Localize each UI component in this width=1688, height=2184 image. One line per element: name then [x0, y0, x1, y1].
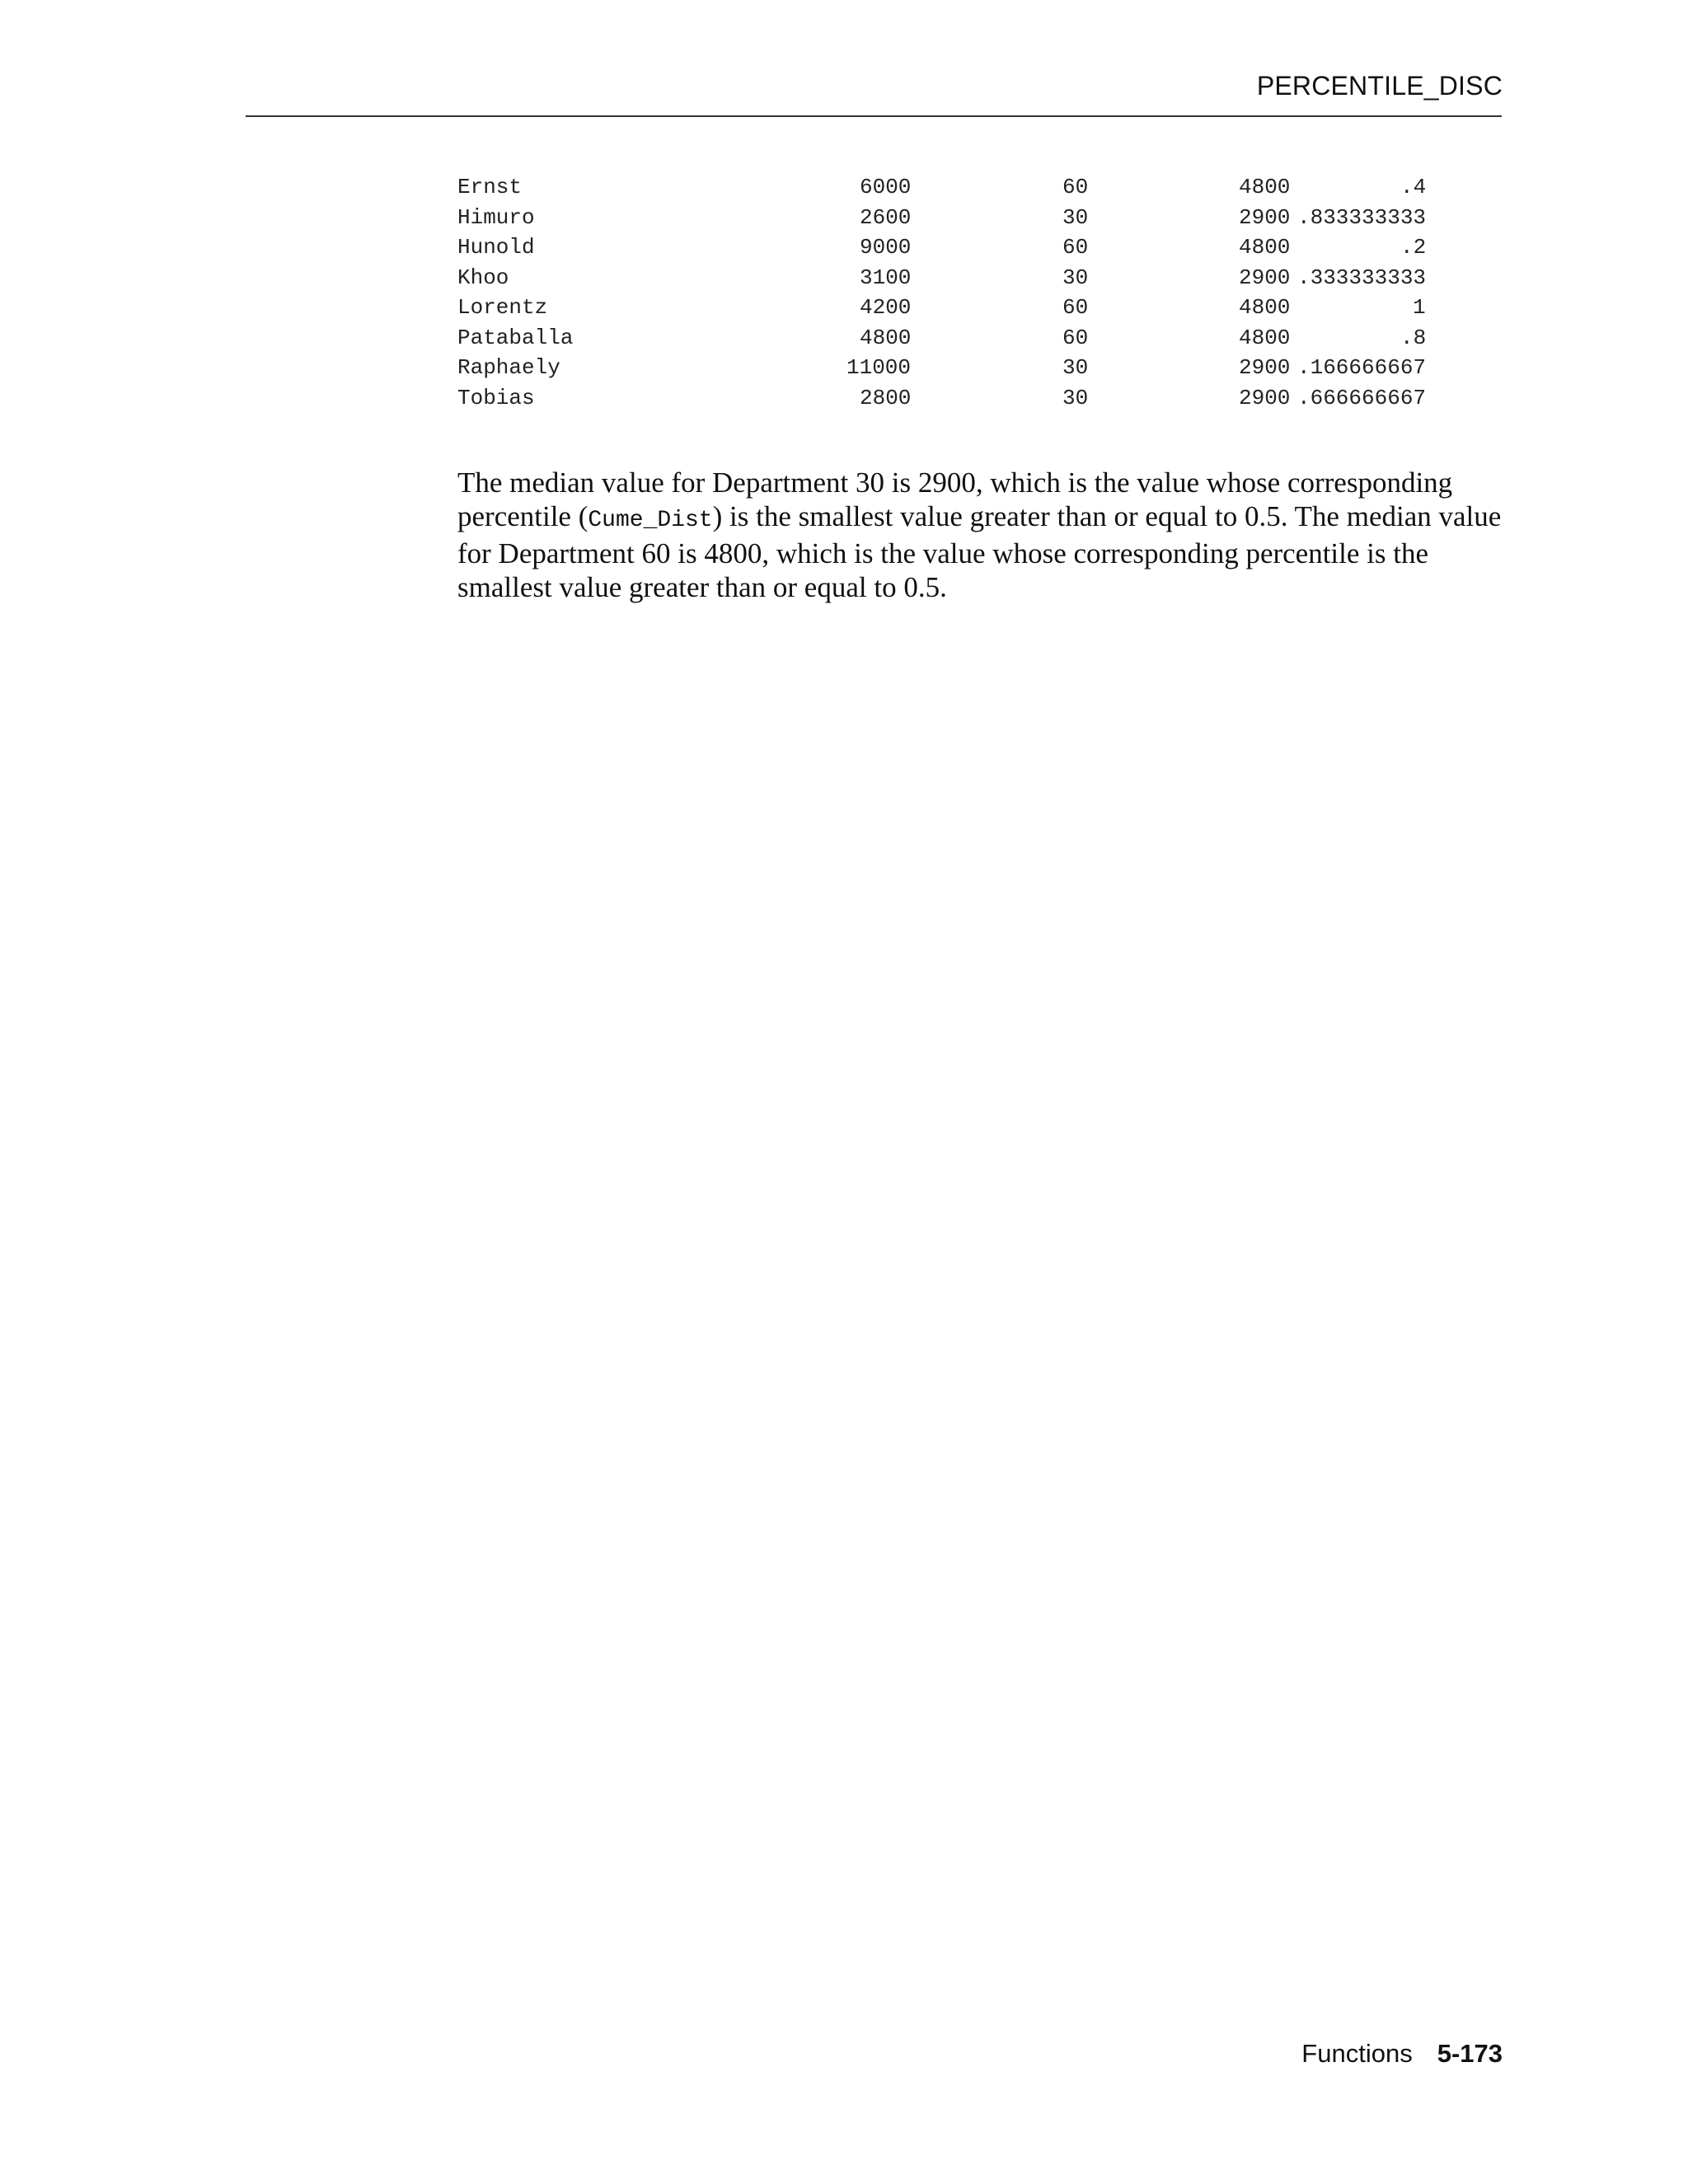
paragraph-text: The median value for Department 30 is 2900, which is the value whose corresponding percentile ( [457, 466, 1453, 532]
employee-name: Ernst [457, 175, 523, 199]
median-value: 2900 [1239, 265, 1291, 290]
salary-value: 2600 [860, 204, 912, 230]
department-value: 30 [1062, 204, 1089, 230]
cume-dist-value: .333333333 [1297, 265, 1427, 290]
salary-value: 11000 [846, 355, 912, 380]
salary-value: 2800 [860, 385, 912, 410]
query-output-listing [457, 175, 1447, 415]
department-value: 60 [1062, 235, 1089, 260]
employee-name: Khoo [457, 265, 509, 290]
listing-row [457, 326, 1447, 356]
cume-dist-value: .666666667 [1297, 385, 1427, 410]
median-value: 4800 [1239, 295, 1291, 320]
inline-code: Cume_Dist [588, 507, 713, 533]
employee-name: Pataballa [457, 325, 574, 350]
median-value: 4800 [1239, 175, 1291, 199]
header-rule [246, 115, 1502, 117]
salary-value: 9000 [860, 235, 912, 260]
listing-row [457, 235, 1447, 265]
salary-value: 4800 [860, 325, 912, 350]
median-value: 2900 [1239, 204, 1291, 230]
employee-name: Raphaely [457, 355, 560, 380]
median-value: 2900 [1239, 385, 1291, 410]
listing-row [457, 265, 1447, 296]
cume-dist-value: .2 [1400, 235, 1427, 260]
employee-name: Hunold [457, 235, 535, 260]
median-value: 4800 [1239, 325, 1291, 350]
running-head-title: PERCENTILE_DISC [1256, 71, 1503, 101]
listing-row [457, 205, 1447, 236]
salary-value: 3100 [860, 265, 912, 290]
cume-dist-value: 1 [1413, 295, 1426, 320]
page-number: 5-173 [1437, 2039, 1503, 2068]
department-value: 60 [1062, 175, 1089, 199]
department-value: 30 [1062, 265, 1089, 290]
employee-name: Himuro [457, 204, 535, 230]
median-value: 2900 [1239, 355, 1291, 380]
cume-dist-value: .833333333 [1297, 204, 1427, 230]
cume-dist-value: .166666667 [1297, 355, 1427, 380]
department-value: 30 [1062, 385, 1089, 410]
listing-row [457, 386, 1447, 416]
employee-name: Lorentz [457, 295, 548, 320]
department-value: 60 [1062, 295, 1089, 320]
department-value: 60 [1062, 325, 1089, 350]
median-value: 4800 [1239, 235, 1291, 260]
listing-row [457, 295, 1447, 326]
listing-row [457, 355, 1447, 386]
employee-name: Tobias [457, 385, 535, 410]
department-value: 30 [1062, 355, 1089, 380]
cume-dist-value: .8 [1400, 325, 1427, 350]
footer-section: Functions [1301, 2039, 1413, 2068]
cume-dist-value: .4 [1400, 175, 1427, 199]
paragraph-text: ) is the smallest value greater than or equal to 0.5. The median value for Department 60 is 4800, which is the value whose corresponding percentile is the smallest value greater than or equal to 0.5. [457, 499, 1502, 603]
page-footer [1301, 2039, 1503, 2069]
listing-row [457, 175, 1447, 205]
salary-value: 4200 [860, 295, 912, 320]
salary-value: 6000 [860, 175, 912, 199]
explanation-paragraph [457, 466, 1504, 604]
